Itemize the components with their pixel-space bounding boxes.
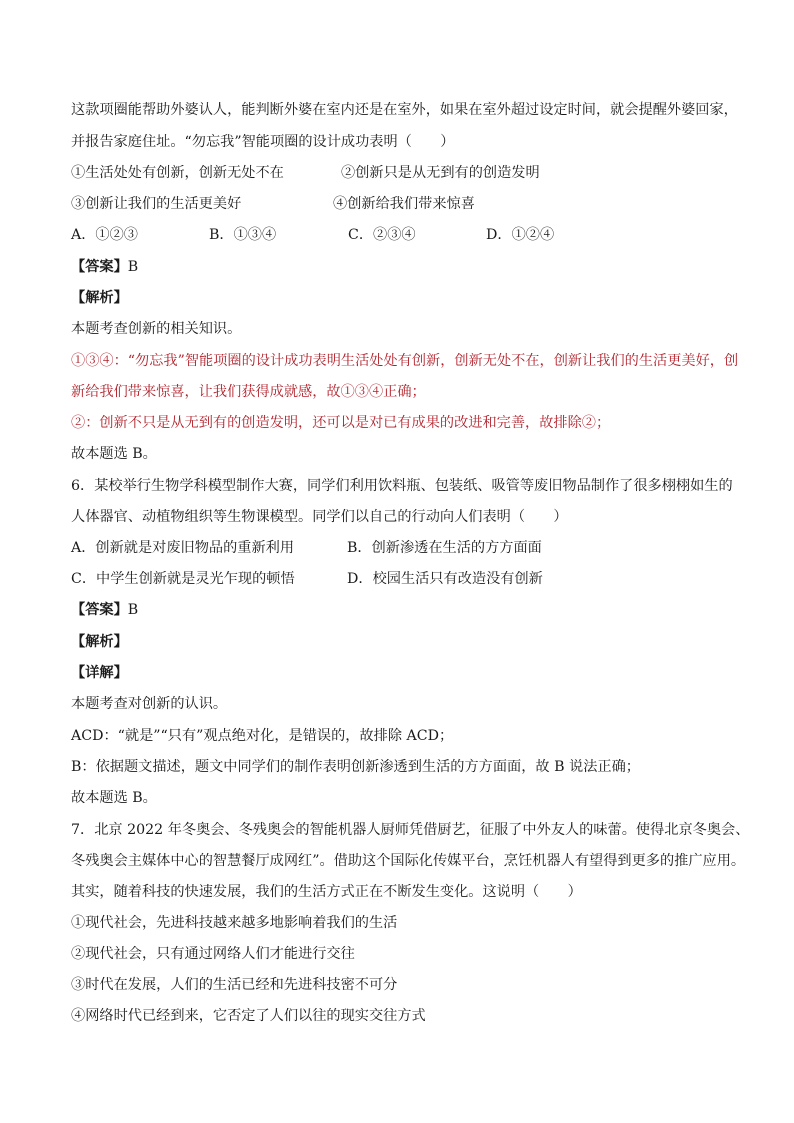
q7-stem-line3: 其实，随着科技的快速发展，我们的生活方式正在不断发生变化。这说明（ ） [71,884,582,900]
q5-answer-line [71,257,138,277]
q6-analysis-tag: 【解析】 [71,634,128,650]
q5-answer-value: B [127,259,139,275]
q5-stem-line2: 并报告家庭住址。“勿忘我”智能项圈的设计成功表明（ ） [71,134,455,150]
q5-statement-3: ③创新让我们的生活更美好 [71,196,242,212]
q6-answer-tag: 【答案】 [71,602,128,618]
q5-option-c: C．②③④ [348,227,416,243]
q5-option-b: B．①③④ [209,227,277,243]
q6-option-c: C．中学生创新就是灵光乍现的顿悟 [71,571,295,587]
q5-statement-2: ②创新只是从无到有的创造发明 [341,165,540,181]
q5-analysis-line5: 故本题选 B。 [71,446,157,462]
q5-statement-1: ①生活处处有创新，创新无处不在 [71,165,284,181]
q5-analysis-tag: 【解析】 [71,290,128,306]
q7-statement-3: ③时代在发展，人们的生活已经和先进科技密不可分 [71,977,398,993]
q6-option-b: B．创新渗透在生活的方方面面 [347,540,542,556]
q5-analysis-line2: ①③④：“勿忘我”智能项圈的设计成功表明生活处处有创新，创新无处不在，创新让我们的生活更美好，创 [71,353,739,369]
q6-stem-line2: 人体器官、动植物组织等生物课模型。同学们以自己的行动向人们表明（ ） [71,509,568,525]
q5-analysis-line1: 本题考查创新的相关知识。 [71,321,242,337]
q6-analysis-line3: B：依据题文描述，题文中同学们的制作表明创新渗透到生活的方方面面，故 B 说法正确； [71,759,640,775]
q6-stem-line1: 6．某校举行生物学科模型制作大赛，同学们利用饮料瓶、包装纸、吸管等废旧物品制作了很多栩栩如生的 [71,478,733,494]
q6-detail-tag: 【详解】 [71,665,128,681]
q5-statement-4: ④创新给我们带来惊喜 [333,196,475,212]
q6-answer-value: B [127,602,139,618]
q7-stem-line2: 冬残奥会主媒体中心的智慧餐厅成网红”。借助这个国际化传媒平台，烹饪机器人有望得到更多的推广应用。 [71,853,746,869]
q6-analysis-line1: 本题考查对创新的认识。 [71,696,228,712]
q7-statement-4: ④网络时代已经到来，它否定了人们以往的现实交往方式 [71,1008,426,1024]
q6-analysis-line4: 故本题选 B。 [71,790,157,806]
q5-analysis-line4: ②：创新不只是从无到有的创造发明，还可以是对已有成果的改进和完善，故排除②； [71,415,611,431]
q5-analysis-line3: 新给我们带来惊喜，让我们获得成就感，故①③④正确； [71,384,426,400]
q5-stem-line1: 这款项圈能帮助外婆认人，能判断外婆在室内还是在室外，如果在室外超过设定时间，就会提醒外婆回家， [71,102,738,118]
q5-answer-tag: 【答案】 [71,259,128,275]
q7-statement-2: ②现代社会，只有通过网络人们才能进行交往 [71,946,355,962]
q6-analysis-line2: ACD：“就是”“只有”观点绝对化，是错误的，故排除 ACD； [71,728,454,744]
q5-option-d: D．①②④ [486,227,555,243]
q6-answer-line [71,600,138,620]
q5-option-a: A．①②③ [71,227,138,243]
q7-statement-1: ①现代社会，先进科技越来越多地影响着我们的生活 [71,915,398,931]
q7-stem-line1: 7．北京 2022 年冬奥会、冬残奥会的智能机器人厨师凭借厨艺，征服了中外友人的味蕾。使得北京冬奥会、 [71,822,750,838]
q6-option-d: D．校园生活只有改造没有创新 [347,571,543,587]
q6-option-a: A．创新就是对废旧物品的重新利用 [71,540,295,556]
